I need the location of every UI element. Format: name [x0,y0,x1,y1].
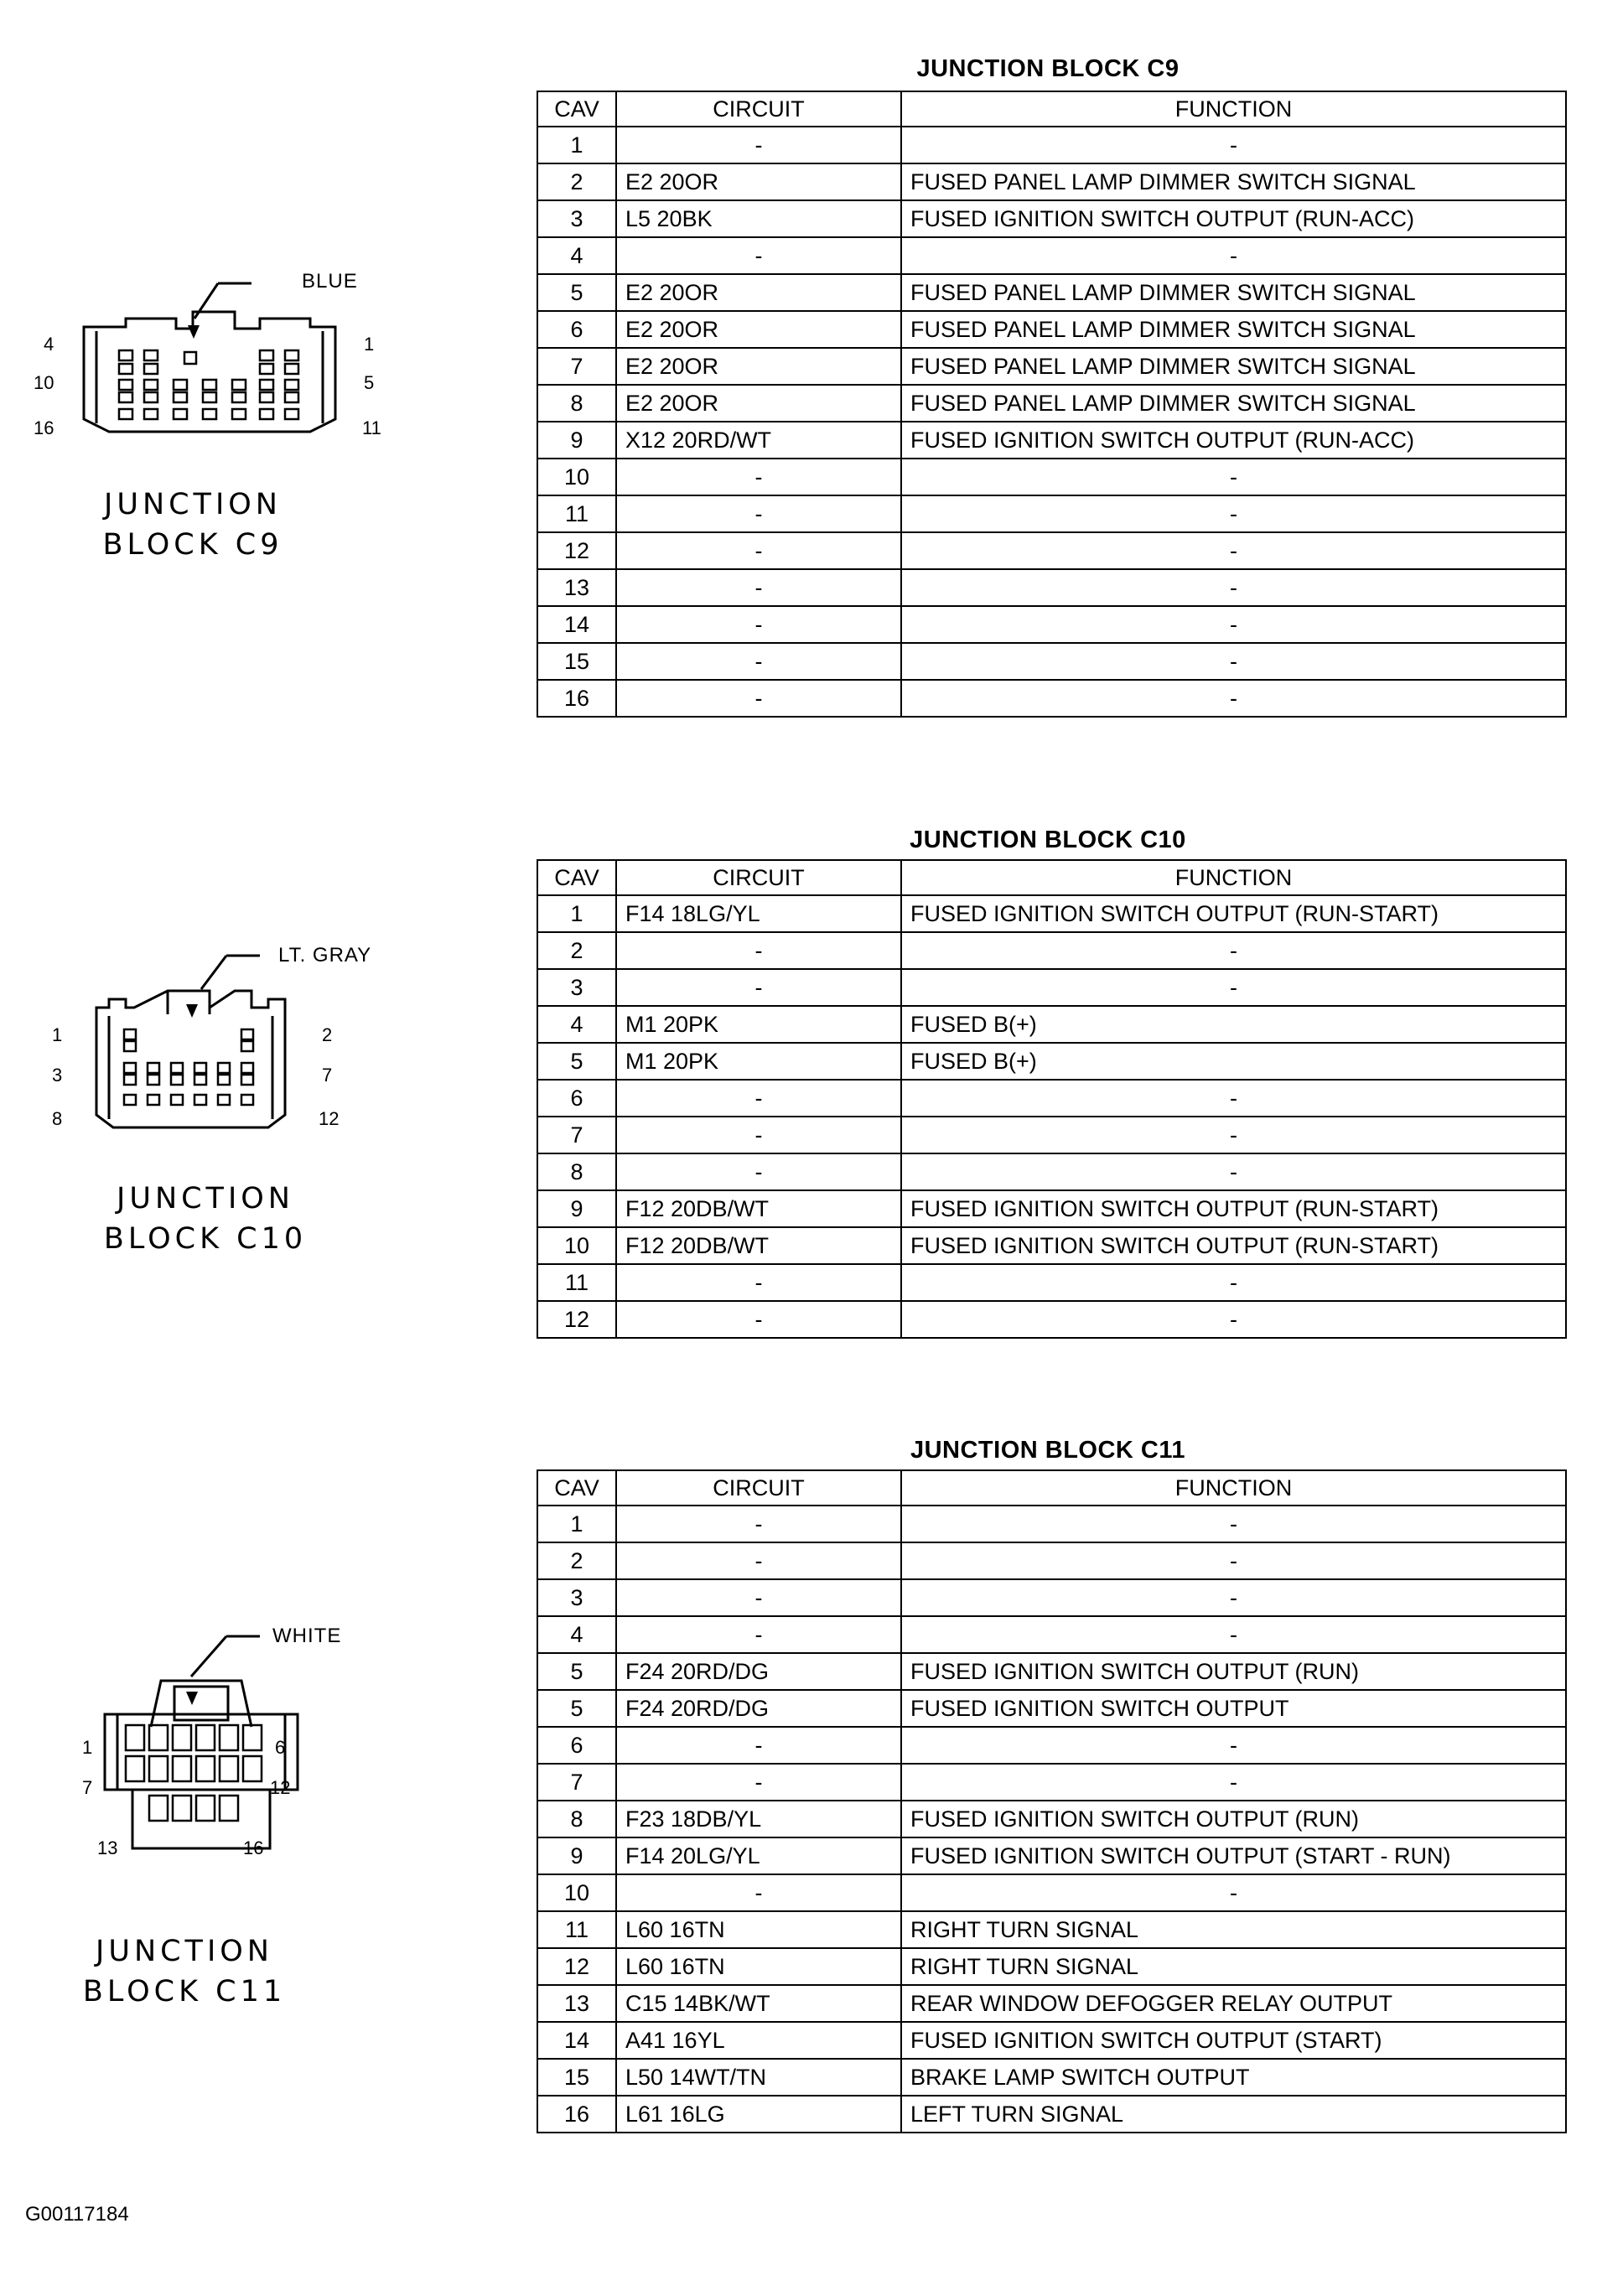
circuit-cell: - [616,1080,901,1117]
function-cell: FUSED IGNITION SWITCH OUTPUT (RUN-START) [901,1227,1566,1264]
c11-pin-label: 7 [82,1777,93,1798]
cav-header: CAV [537,860,616,895]
cav-cell: 11 [537,1264,616,1301]
label-line: JUNCTION [96,1935,273,1968]
c10-pin-label: 2 [322,1024,333,1045]
cav-cell: 13 [537,1985,616,2022]
function-cell: - [901,606,1566,643]
table-row [537,1264,1566,1301]
cav-cell: 16 [537,2096,616,2133]
function-cell: FUSED IGNITION SWITCH OUTPUT (RUN-START) [901,895,1566,932]
table-row [537,1801,1566,1837]
function-cell: FUSED IGNITION SWITCH OUTPUT (START - RUN) [901,1837,1566,1874]
table-row [537,1190,1566,1227]
function-cell: - [901,932,1566,969]
circuit-cell: - [616,127,901,163]
table-row [537,680,1566,717]
circuit-cell: C15 14BK/WT [616,1985,901,2022]
function-cell: FUSED IGNITION SWITCH OUTPUT (RUN-ACC) [901,422,1566,459]
c9-pin-label: 5 [364,372,375,393]
cav-cell: 5 [537,274,616,311]
cav-header: CAV [537,1470,616,1506]
table-row [537,237,1566,274]
cav-cell: 10 [537,1874,616,1911]
cav-cell: 11 [537,495,616,532]
table-row [537,1506,1566,1542]
circuit-cell: - [616,1764,901,1801]
circuit-cell: L50 14WT/TN [616,2059,901,2096]
c10-pin-label: 12 [319,1108,340,1129]
function-header: FUNCTION [901,860,1566,895]
cav-cell: 6 [537,311,616,348]
function-cell: - [901,643,1566,680]
function-cell: - [901,237,1566,274]
table-row [537,569,1566,606]
c10-table-title: JUNCTION BLOCK C10 [910,827,1186,853]
label-line: BLOCK C11 [82,1975,287,2008]
circuit-cell: - [616,932,901,969]
circuit-cell: M1 20PK [616,1043,901,1080]
c10-pin-label: 1 [52,1024,63,1045]
function-cell: - [901,1727,1566,1764]
table-row [537,1764,1566,1801]
table-row [537,969,1566,1006]
function-cell: FUSED IGNITION SWITCH OUTPUT [901,1690,1566,1727]
function-cell: FUSED B(+) [901,1043,1566,1080]
c9-cavity-table [537,91,1567,718]
function-cell: - [901,1764,1566,1801]
cav-cell: 1 [537,1506,616,1542]
circuit-cell: F14 18LG/YL [616,895,901,932]
table-row [537,895,1566,932]
table-row [537,1727,1566,1764]
cav-cell: 7 [537,348,616,385]
c10-connector-label [75,1179,335,1259]
c9-pin-label: 10 [34,372,54,393]
circuit-cell: - [616,1153,901,1190]
circuit-cell: L60 16TN [616,1948,901,1985]
function-cell: - [901,1080,1566,1117]
cav-cell: 6 [537,1727,616,1764]
table-row [537,2096,1566,2133]
function-cell: BRAKE LAMP SWITCH OUTPUT [901,2059,1566,2096]
c10-pin-label: 3 [52,1065,63,1086]
table-row [537,1837,1566,1874]
table-row [537,1227,1566,1264]
cav-cell: 15 [537,2059,616,2096]
function-cell: FUSED IGNITION SWITCH OUTPUT (RUN-ACC) [901,200,1566,237]
function-cell: FUSED B(+) [901,1006,1566,1043]
circuit-cell: F24 20RD/DG [616,1653,901,1690]
table-row [537,643,1566,680]
table-row [537,1117,1566,1153]
cav-cell: 2 [537,1542,616,1579]
circuit-cell: - [616,969,901,1006]
function-cell: FUSED IGNITION SWITCH OUTPUT (RUN) [901,1801,1566,1837]
table-row [537,1080,1566,1117]
circuit-header: CIRCUIT [616,1470,901,1506]
table-header-row [537,1470,1566,1506]
table-row [537,495,1566,532]
function-cell: - [901,1153,1566,1190]
cav-cell: 2 [537,932,616,969]
circuit-cell: A41 16YL [616,2022,901,2059]
table-header-row [537,91,1566,127]
function-cell: - [901,532,1566,569]
circuit-cell: E2 20OR [616,274,901,311]
cav-cell: 4 [537,237,616,274]
circuit-cell: F14 20LG/YL [616,1837,901,1874]
circuit-cell: F12 20DB/WT [616,1190,901,1227]
circuit-cell: M1 20PK [616,1006,901,1043]
function-cell: - [901,1874,1566,1911]
cav-cell: 14 [537,2022,616,2059]
c9-pin-label: 1 [364,334,375,355]
function-cell: RIGHT TURN SIGNAL [901,1948,1566,1985]
cav-cell: 1 [537,895,616,932]
circuit-header: CIRCUIT [616,91,901,127]
circuit-cell: - [616,1874,901,1911]
cav-cell: 13 [537,569,616,606]
circuit-cell: L5 20BK [616,200,901,237]
c11-cavity-table [537,1469,1567,2133]
cav-cell: 4 [537,1616,616,1653]
circuit-cell: - [616,532,901,569]
c9-connector-label [75,485,310,565]
circuit-cell: - [616,1506,901,1542]
table-row [537,348,1566,385]
function-cell: FUSED IGNITION SWITCH OUTPUT (START) [901,2022,1566,2059]
circuit-cell: F24 20RD/DG [616,1690,901,1727]
function-cell: - [901,1616,1566,1653]
function-cell: REAR WINDOW DEFOGGER RELAY OUTPUT [901,1985,1566,2022]
table-row [537,1948,1566,1985]
table-row [537,127,1566,163]
function-cell: - [901,969,1566,1006]
circuit-cell: - [616,1727,901,1764]
table-row [537,1653,1566,1690]
function-cell: - [901,680,1566,717]
table-row [537,1542,1566,1579]
circuit-cell: - [616,1264,901,1301]
cav-cell: 6 [537,1080,616,1117]
table-row [537,1006,1566,1043]
function-cell: FUSED PANEL LAMP DIMMER SWITCH SIGNAL [901,163,1566,200]
circuit-cell: L60 16TN [616,1911,901,1948]
c10-pin-label: 7 [322,1065,333,1086]
cav-cell: 15 [537,643,616,680]
circuit-cell: - [616,1542,901,1579]
cav-cell: 8 [537,385,616,422]
circuit-cell: L61 16LG [616,2096,901,2133]
function-cell: - [901,1579,1566,1616]
cav-cell: 8 [537,1153,616,1190]
cav-cell: 5 [537,1690,616,1727]
cav-cell: 16 [537,680,616,717]
cav-cell: 12 [537,1301,616,1338]
function-cell: - [901,127,1566,163]
circuit-cell: - [616,237,901,274]
circuit-cell: E2 20OR [616,385,901,422]
cav-cell: 11 [537,1911,616,1948]
table-row [537,1301,1566,1338]
cav-cell: 3 [537,969,616,1006]
c9-pin-label: 16 [34,417,54,438]
circuit-cell: F12 20DB/WT [616,1227,901,1264]
c11-connector-label [59,1931,310,2012]
cav-cell: 10 [537,459,616,495]
cav-cell: 10 [537,1227,616,1264]
cav-cell: 3 [537,200,616,237]
function-cell: - [901,569,1566,606]
table-row [537,1579,1566,1616]
function-cell: - [901,495,1566,532]
function-cell: FUSED PANEL LAMP DIMMER SWITCH SIGNAL [901,348,1566,385]
circuit-cell: - [616,1301,901,1338]
cav-cell: 12 [537,532,616,569]
table-row [537,1616,1566,1653]
table-row [537,1153,1566,1190]
table-row [537,2022,1566,2059]
c11-pin-label: 6 [275,1737,286,1758]
cav-cell: 7 [537,1764,616,1801]
circuit-cell: - [616,1117,901,1153]
c11-pin-label: 16 [243,1837,264,1858]
table-row [537,1690,1566,1727]
cav-cell: 8 [537,1801,616,1837]
table-row [537,606,1566,643]
function-cell: FUSED PANEL LAMP DIMMER SWITCH SIGNAL [901,311,1566,348]
table-row [537,163,1566,200]
function-header: FUNCTION [901,91,1566,127]
function-cell: FUSED PANEL LAMP DIMMER SWITCH SIGNAL [901,385,1566,422]
cav-cell: 5 [537,1653,616,1690]
table-row [537,532,1566,569]
cav-header: CAV [537,91,616,127]
cav-cell: 3 [537,1579,616,1616]
circuit-cell: F23 18DB/YL [616,1801,901,1837]
table-row [537,1985,1566,2022]
cav-cell: 2 [537,163,616,200]
c10-pin-label: 8 [52,1108,63,1129]
function-cell: - [901,1264,1566,1301]
cav-cell: 14 [537,606,616,643]
function-cell: - [901,1117,1566,1153]
label-line: JUNCTION [104,488,282,521]
cav-cell: 5 [537,1043,616,1080]
circuit-cell: - [616,1579,901,1616]
c11-pin-label: 13 [97,1837,118,1858]
label-line: JUNCTION [117,1182,294,1215]
circuit-cell: E2 20OR [616,311,901,348]
cav-cell: 9 [537,422,616,459]
c11-pin-label: 12 [270,1777,291,1798]
table-row [537,932,1566,969]
table-row [537,422,1566,459]
c11-color-label: WHITE [272,1625,342,1647]
cav-cell: 9 [537,1837,616,1874]
circuit-cell: - [616,459,901,495]
table-header-row [537,860,1566,895]
c9-pin-label: 4 [44,334,54,355]
figure-id: G00117184 [25,2203,129,2226]
function-cell: - [901,459,1566,495]
cav-cell: 7 [537,1117,616,1153]
table-row [537,274,1566,311]
cav-cell: 1 [537,127,616,163]
circuit-cell: X12 20RD/WT [616,422,901,459]
function-cell: - [901,1506,1566,1542]
table-row [537,1874,1566,1911]
table-row [537,200,1566,237]
circuit-cell: - [616,643,901,680]
c9-color-label: BLUE [302,270,358,293]
c11-pin-label: 1 [82,1737,93,1758]
function-cell: - [901,1301,1566,1338]
table-row [537,1043,1566,1080]
circuit-cell: - [616,1616,901,1653]
c9-pin-label: 11 [362,417,381,438]
circuit-cell: E2 20OR [616,348,901,385]
function-header: FUNCTION [901,1470,1566,1506]
c11-table-title: JUNCTION BLOCK C11 [910,1437,1186,1464]
table-row [537,1911,1566,1948]
c10-cavity-table [537,859,1567,1339]
circuit-cell: E2 20OR [616,163,901,200]
label-line: BLOCK C10 [103,1222,308,1256]
cav-cell: 9 [537,1190,616,1227]
circuit-cell: - [616,680,901,717]
cav-cell: 12 [537,1948,616,1985]
circuit-cell: - [616,606,901,643]
function-cell: FUSED IGNITION SWITCH OUTPUT (RUN-START) [901,1190,1566,1227]
function-cell: RIGHT TURN SIGNAL [901,1911,1566,1948]
table-row [537,459,1566,495]
function-cell: FUSED IGNITION SWITCH OUTPUT (RUN) [901,1653,1566,1690]
circuit-cell: - [616,495,901,532]
circuit-header: CIRCUIT [616,860,901,895]
c9-table-title: JUNCTION BLOCK C9 [916,55,1180,82]
c10-color-label: LT. GRAY [278,944,372,967]
table-row [537,385,1566,422]
function-cell: LEFT TURN SIGNAL [901,2096,1566,2133]
table-row [537,2059,1566,2096]
circuit-cell: - [616,569,901,606]
label-line: BLOCK C9 [102,528,283,562]
function-cell: - [901,1542,1566,1579]
cav-cell: 4 [537,1006,616,1043]
table-row [537,311,1566,348]
function-cell: FUSED PANEL LAMP DIMMER SWITCH SIGNAL [901,274,1566,311]
